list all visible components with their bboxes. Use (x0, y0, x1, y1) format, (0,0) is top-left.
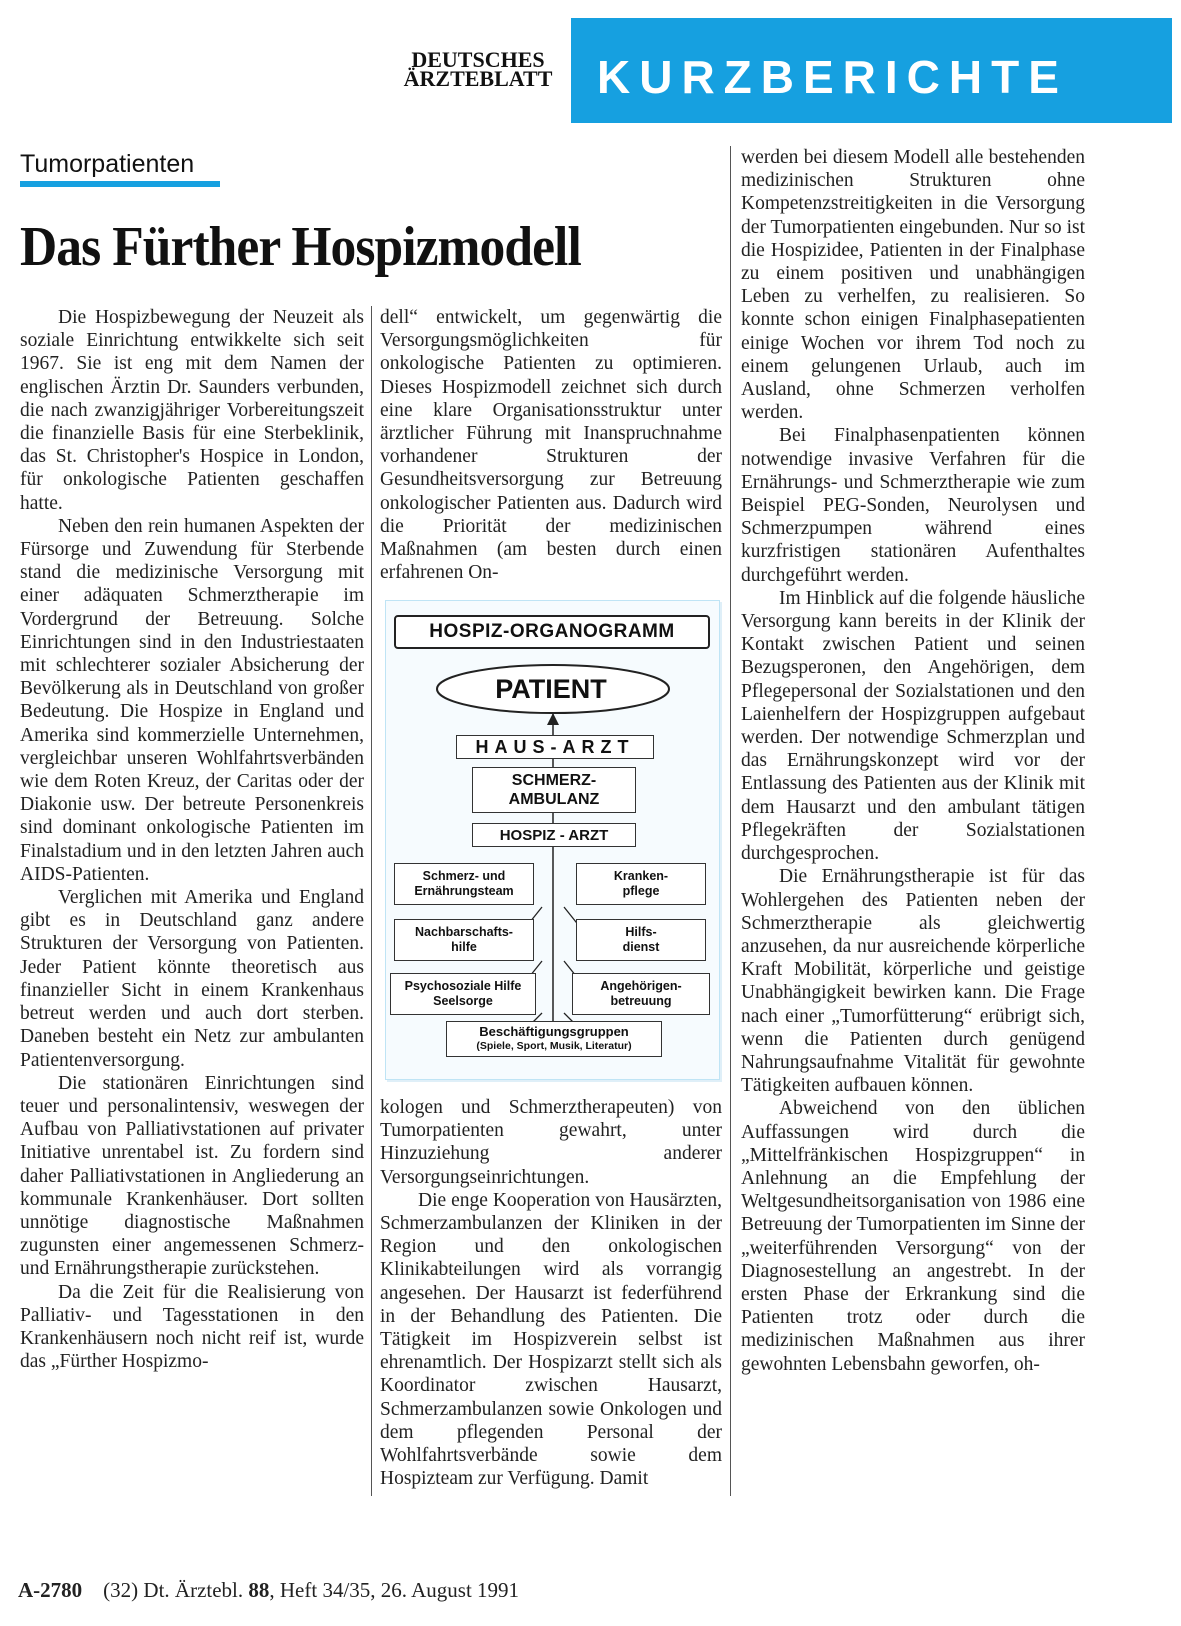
text-column-2-top (380, 306, 722, 584)
node-label: Seelsorge (433, 994, 493, 1008)
paragraph: Da die Zeit für die Realisierung von Palliativ- und Tagesstationen in den Krankenhäusern noch nicht reif ist, wurde das „Fürther Hospizmo- (20, 1281, 364, 1373)
paragraph: Verglichen mit Amerika und England gibt es in Deutschland ganz andere Strukturen der Versorgung von Patienten. Jeder Patient könnte theoretisch aus finanzieller Sicht in einem Krankenhaus betreut werden und auch dort sterben. Daneben besteht ein Netz zur ambulanten Patientenversorgung. (20, 887, 364, 1071)
paragraph: kologen und Schmerztherapeuten) von Tumorpatienten gewahrt, unter Hinzuziehung anderer Versorgungseinrichtungen. (380, 1097, 722, 1188)
paragraph: Abweichend von den üblichen Auffassungen wird durch die „Mittelfränkischen Hospizgruppen“ in Anlehnung an die Empfehlung der Weltgesundheitsorganisation von 1986 eine Betreuung der Tumorpatienten im Sinne der „weiterführenden Versorgung“ von der Diagnosestellung an angestrebt. In der ersten Phase der Erkrankung sind die Patienten trotz oder durch die medizinischen Maßnahmen aus ihrer gewohnten Lebensbahn geworfen, oh- (741, 1098, 1085, 1375)
paragraph: Bei Finalphasenpatienten können notwendige invasive Verfahren für die Ernährungs- und Schmerztherapie wie zum Beispiel PEG-Sonden, Neurolysen und Schmerzpumpen während eines kurzfristigen stationären Aufenthaltes durchgeführt werden. (741, 425, 1085, 586)
paragraph: Die Ernährungstherapie ist für das Wohlergehen des Patienten neben der Schmerztherapie als gleichwertig anzusehen, da nur ausreichende körperliche Kraft Mobilität, körperliche und geistige Unabhängigkeit bewirken kann. Die Frage nach einer „Tumorfütterung“ erübrigt sich, wenn die Patienten durch genügend Nahrungsaufnahme Vitalität für gewohnte Tätigkeiten aufbauen können. (741, 866, 1085, 1097)
hospiz-organogram (385, 600, 720, 1080)
node-label: betreuung (610, 994, 672, 1008)
node-label: pflege (622, 884, 660, 898)
text-column-1 (20, 306, 364, 1373)
node-left-1 (394, 863, 534, 905)
node-right-2 (576, 919, 706, 961)
node-label: AMBULANZ (508, 791, 600, 808)
node-label: Ernährungsteam (414, 884, 514, 898)
node-right-3 (572, 973, 710, 1015)
node-sublabel: (Spiele, Sport, Musik, Literatur) (476, 1040, 632, 1052)
text-column-2-bottom (380, 1096, 722, 1490)
node-hospizarzt: HOSPIZ - ARZT (472, 823, 636, 847)
organogram-title: HOSPIZ-ORGANOGRAMM (394, 615, 710, 649)
node-hausarzt: HAUS-ARZT (456, 735, 654, 759)
node-patient: PATIENT (495, 674, 607, 704)
node-label: SCHMERZ- (511, 772, 597, 789)
journal-reference: (32) Dt. Ärztebl. (103, 1578, 244, 1602)
paragraph: Die enge Kooperation von Hausärzten, Schmerzambulanzen der Kliniken in der Region und den onkologischen Klinikabteilungen wird als vorrangig angesehen. Der Hausarzt ist federführend in der Behandlung des Patienten. Die Tätigkeit im Hospizverein selbst ist ehrenamtlich. Der Hospizarzt stellt sich als Koordinator zwischen Hausarzt, Schmerzambulanzen sowie Onkologen und dem pflegenden Personal der Wohlfahrtsverbände sowie dem Hospizteam zur Verfügung. Damit (380, 1189, 722, 1490)
paragraph: Neben den rein humanen Aspekten der Fürsorge und Zuwendung für Sterbende stand die medizinische Versorgung mit einer adäquaten Schmerztherapie im Vordergrund der Betreuung. Solche Einrichtungen sind in den Industriestaaten mit schlechterer sozialer Absicherung der Bevölkerung als in Deutschland von großer Bedeutung. Die Hospize in England und Amerika sind kommerzielle Unternehmen, vergleichbar unseren Wohlfahrtsverbänden wie dem Roten Kreuz, der Caritas oder der Diakonie usw. Der betreute Personenkreis sind dominant onkologische Patienten im Finalstadium und in den letzten Jahren auch AIDS-Patienten. (20, 515, 364, 885)
masthead (398, 47, 558, 91)
column-rule (730, 146, 731, 1496)
node-schmerzambulanz (472, 767, 636, 813)
kicker: Tumorpatienten (20, 150, 195, 178)
page-number: A-2780 (18, 1578, 83, 1602)
kicker-underline (20, 181, 220, 187)
node-label: Kranken- (613, 869, 669, 883)
node-label: Schmerz- und (422, 869, 506, 883)
issue-date: , Heft 34/35, 26. August 1991 (269, 1578, 520, 1602)
paragraph: dell“ entwickelt, um gegenwärtig die Versorgungsmöglichkeiten für onkologische Patienten zu optimieren. Dieses Hospizmodell zeichnet sich durch eine klare Organisationsstruktur unter ärztlicher Führung mit Inanspruchnahme vorhandener Strukturen der Gesundheitsversorgung zur Betreuung onkologischer Patienten aus. Dadurch wird die Priorität der medizinischen Maßnahmen (am besten durch einen erfahrenen On- (380, 307, 722, 584)
paragraph: Die stationären Einrichtungen sind teuer und personalintensiv, weswegen der Aufbau von Palliativstationen auf privater Initiative unrentabel ist. Zu fordern sind daher Palliativstationen in Angliederung an kommunale Krankenhäuser. Dort sollten unnötige diagnostische Maßnahmen zugunsten einer angemessenen Schmerz- und Ernährungstherapie zurückstehen. (20, 1072, 364, 1280)
node-label: Nachbarschafts- (415, 925, 513, 939)
paragraph: Die Hospizbewegung der Neuzeit als soziale Einrichtung entwikkelte sich seit 1967. Sie ist eng mit dem Namen der englischen Ärztin Dr. Saunders verbunden, die nach zwanzigjähriger Vorbereitungszeit die finanzielle Basis für eine Sterbeklinik, das St. Christopher's Hospice in London, für onkologische Patienten geschaffen hatte. (20, 307, 364, 514)
column-rule (371, 306, 372, 1496)
node-label: hilfe (451, 940, 477, 954)
node-beschaeftigungsgruppen (446, 1021, 662, 1057)
paragraph: werden bei diesem Modell alle bestehenden medizinischen Strukturen ohne Kompetenzstreitigkeiten in die Versorgung der Tumorpatienten eingebunden. Nur so ist die Hospizidee, Patienten in der Finalphase zu einem positiven und unabhängigen Leben zu verhelfen, zu realisieren. So konnte schon einigen Finalphasepatienten einige Wochen vor ihrem Tod noch zu einem gelungenen Urlaub, auch im Ausland, ohne Schmerzen verholfen werden. (741, 147, 1085, 424)
node-label: Hilfs- (625, 925, 657, 939)
node-left-3 (390, 973, 536, 1015)
node-right-1 (576, 863, 706, 905)
section-title: KURZBERICHTE (597, 51, 1068, 103)
node-label: Angehörigen- (600, 979, 682, 993)
headline: Das Fürther Hospizmodell (20, 216, 581, 278)
text-column-3 (741, 146, 1085, 1376)
masthead-line2: ÄRZTEBLATT (403, 66, 553, 91)
section-banner (571, 18, 1172, 123)
masthead-line1: DEUTSCHES (411, 47, 545, 72)
node-label: Psychosoziale Hilfe (404, 979, 522, 993)
page-footer (18, 1578, 519, 1603)
paragraph: Im Hinblick auf die folgende häusliche Versorgung kann bereits in der Klinik der Kontakt zwischen Patient und seinen Bezugsperonen, den Angehörigen, dem Pflegepersonal der Sozialstationen und den Laienhelfern der Hospizgruppen aufgebaut werden. Der notwendige Schmerzplan und das Ernährungskonzept wird vor der Entlassung des Patienten aus der Klinik mit dem Hausarzt und den ambulant tätigen Pflegekräften der Sozialstationen durchgesprochen. (741, 587, 1085, 865)
node-label: Beschäftigungsgruppen (479, 1024, 629, 1039)
node-left-2 (394, 919, 534, 961)
journal-volume: 88 (248, 1578, 270, 1602)
node-label: dienst (622, 940, 660, 954)
